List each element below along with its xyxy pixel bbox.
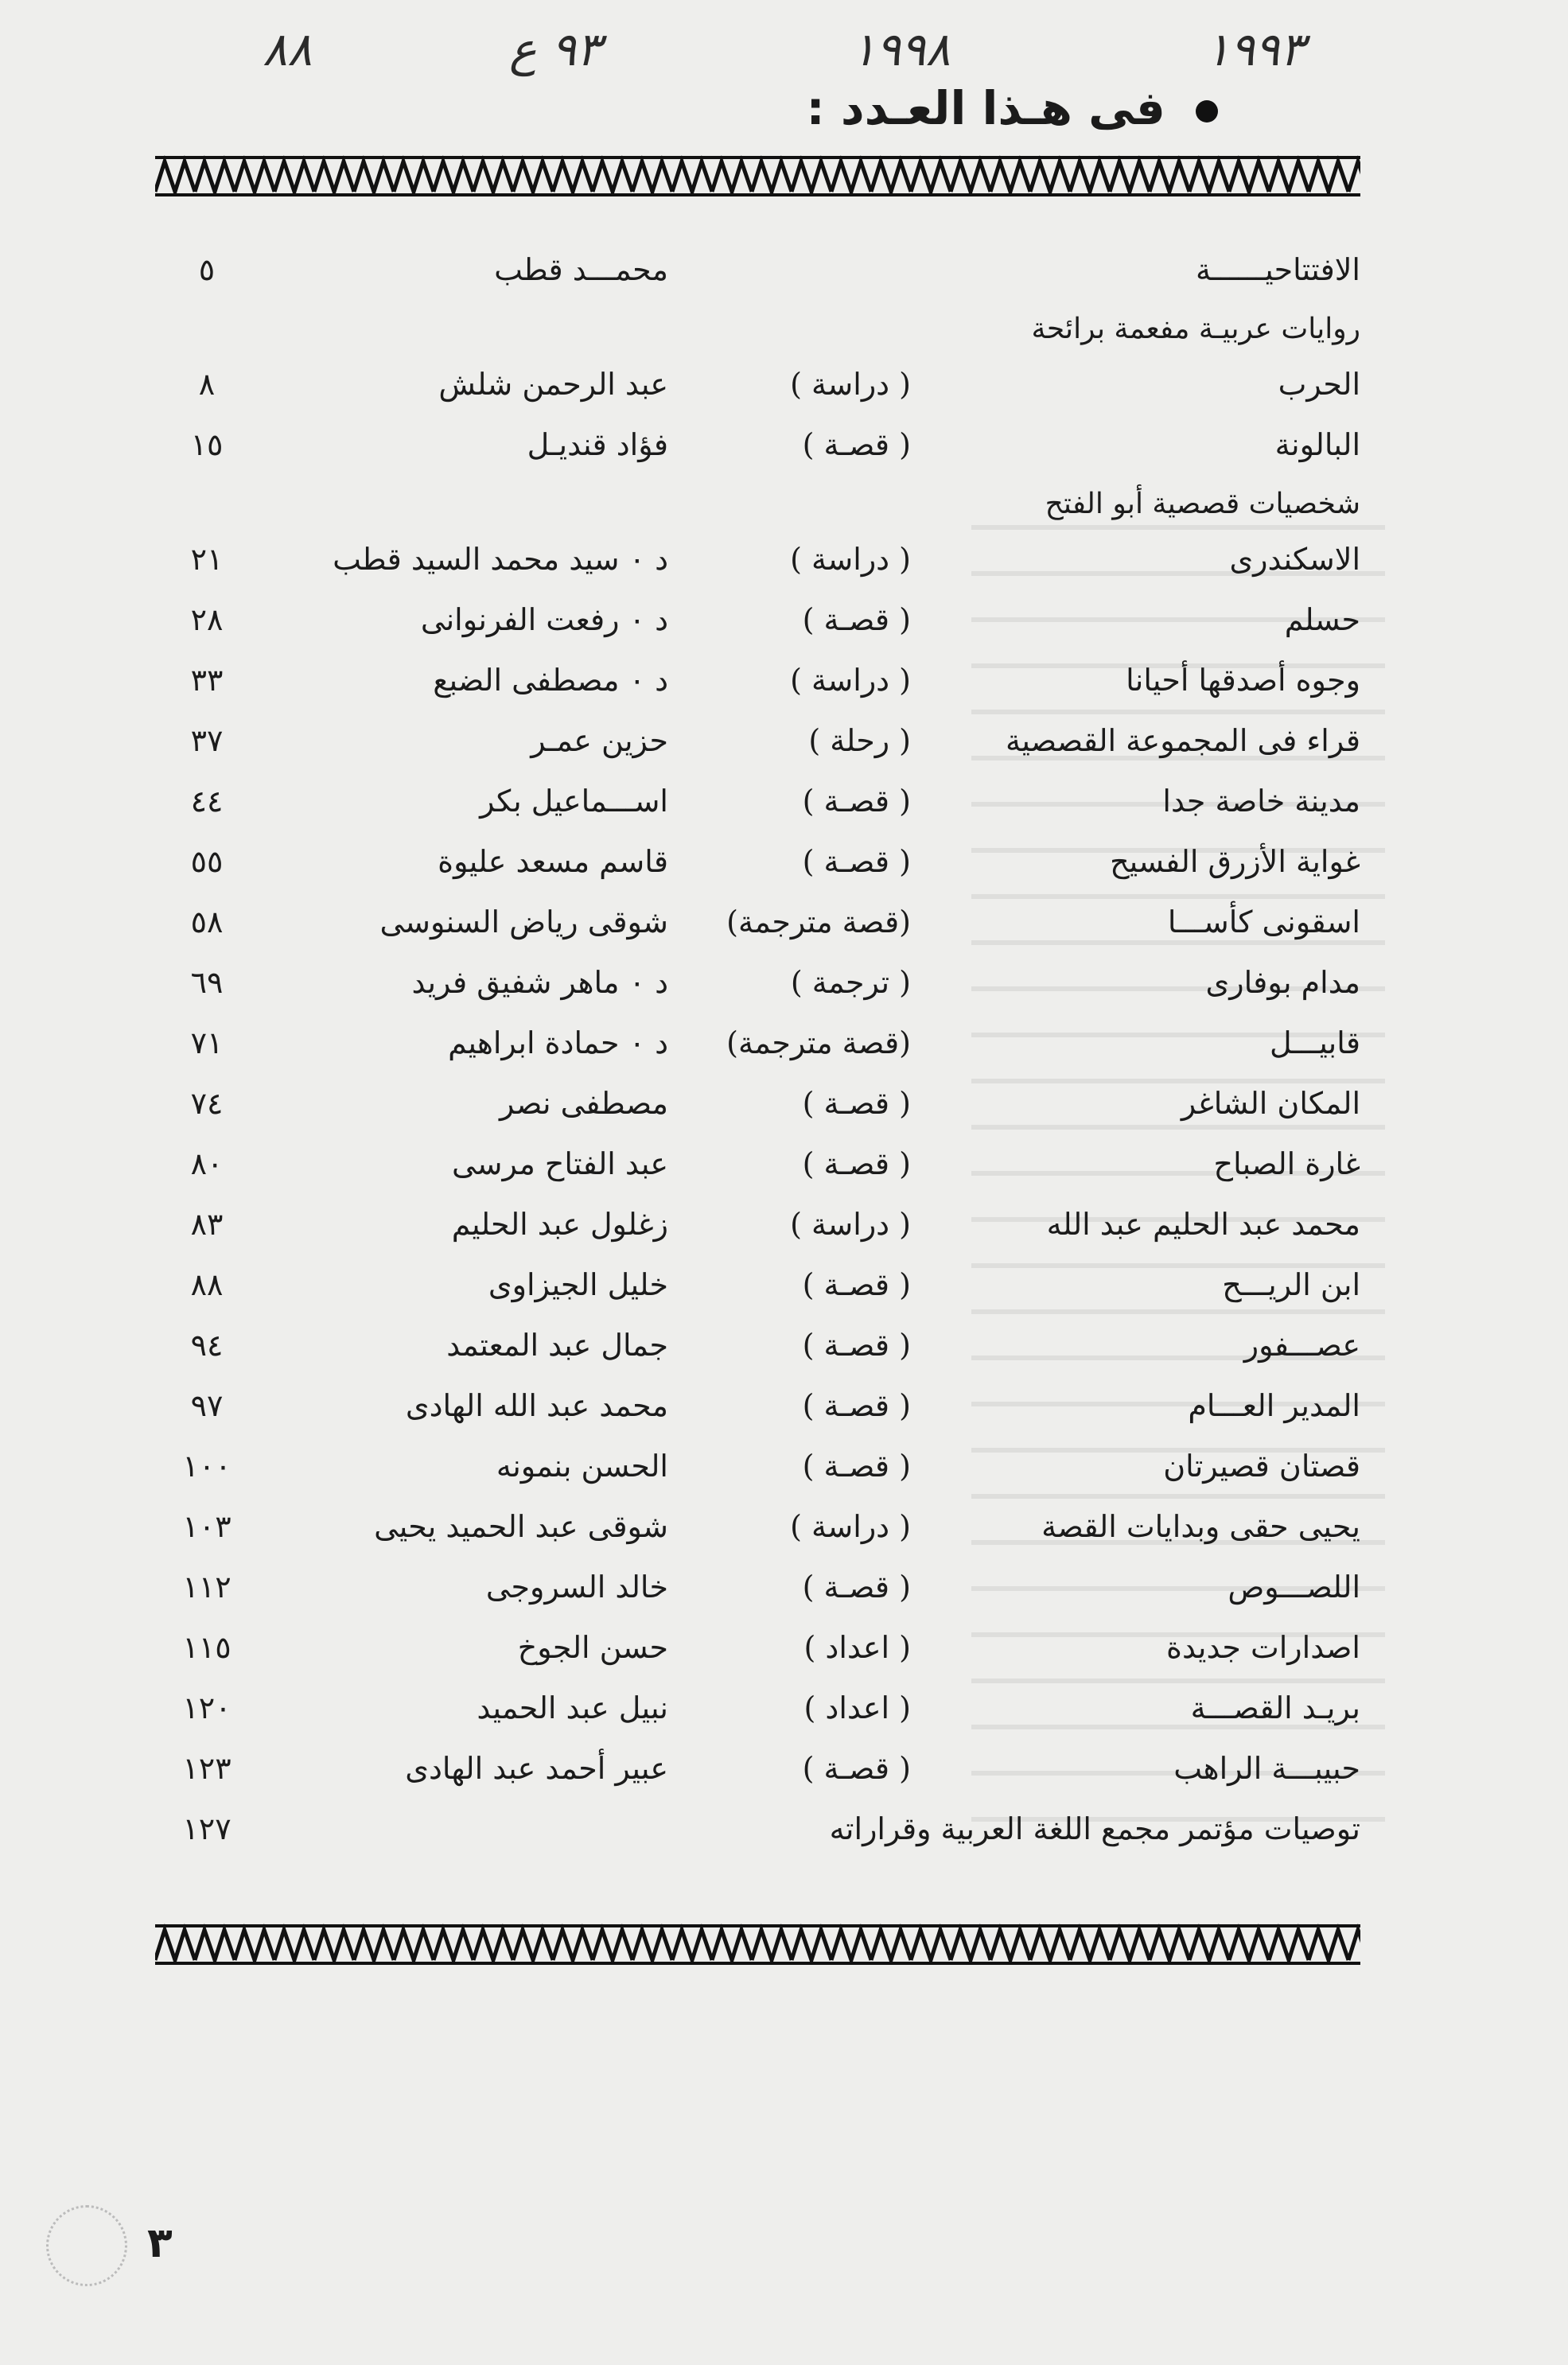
toc-entry	[155, 955, 1360, 1016]
entry-title: غارة الصباح	[1213, 1146, 1360, 1181]
entry-type: ( دراسة )	[790, 1207, 911, 1242]
entry-page-number: ٣٧	[190, 723, 224, 758]
entry-author: عبير أحمد عبد الهادى	[405, 1751, 668, 1786]
toc-entry	[155, 532, 1360, 593]
entry-page-number: ٥٨	[190, 904, 224, 939]
handwritten-note-4: ١٩٩٣	[1205, 22, 1305, 76]
entry-page-number: ٤٤	[190, 784, 224, 819]
entry-title: يحيى حقى وبدايات القصة	[1041, 1509, 1360, 1544]
toc-entry	[155, 774, 1360, 834]
entry-type: ( اعداد )	[803, 1630, 911, 1665]
entry-title: الاسكندرى	[1229, 542, 1360, 577]
toc-entry	[155, 1620, 1360, 1681]
entry-author: عبد الرحمن شلش	[438, 367, 668, 402]
toc-section-heading	[155, 478, 1360, 532]
entry-author: زغلول عبد الحليم	[451, 1207, 668, 1242]
entry-type: ( ترجمة )	[790, 965, 911, 1000]
entry-title: اصدارات جديدة	[1166, 1630, 1360, 1665]
entry-author: الحسن بنمونه	[496, 1449, 668, 1484]
entry-author: شوقى رياض السنوسى	[379, 904, 668, 939]
entry-title: حسلم	[1284, 602, 1360, 637]
entry-title: قراء فى المجموعة القصصية	[1005, 723, 1360, 758]
entry-page-number: ٨٣	[190, 1207, 224, 1242]
entry-page-number: ٥٥	[190, 844, 224, 879]
entry-title: ابن الريـــح	[1222, 1267, 1360, 1302]
entry-type: ( قصـة )	[802, 1328, 911, 1363]
entry-page-number: ١٠٠	[182, 1449, 232, 1484]
bullet-icon	[1196, 100, 1218, 123]
entry-page-number: ١٢٣	[182, 1751, 232, 1786]
entry-page-number: ٨٠	[190, 1146, 224, 1181]
entry-type: ( قصـة )	[802, 844, 911, 879]
entry-author: عبد الفتاح مرسى	[451, 1146, 668, 1181]
entry-page-number: ٦٩	[190, 965, 224, 1000]
contents-heading-text: فى هـذا العـدد :	[806, 81, 1165, 135]
entry-title: مدينة خاصة جدا	[1162, 784, 1360, 819]
entry-title: الحرب	[1278, 367, 1360, 402]
toc-entry	[155, 1500, 1360, 1560]
toc-entry	[155, 1016, 1360, 1076]
entry-page-number: ٣٣	[190, 663, 224, 698]
entry-author: حسن الجوخ	[517, 1630, 668, 1665]
entry-page-number: ٥	[198, 252, 216, 287]
toc-entry	[155, 593, 1360, 653]
entry-type: (قصة مترجمة)	[726, 1025, 911, 1060]
toc-entry	[155, 653, 1360, 714]
entry-author: خليل الجيزاوى	[488, 1267, 668, 1302]
entry-author: د ٠ ماهر شفيق فريد	[411, 965, 668, 1000]
entry-title: بريـد القصـــة	[1190, 1690, 1360, 1725]
entry-author: د ٠ رفعت الفرنوانى	[420, 602, 668, 637]
entry-title: اسقونى كأســـا	[1167, 904, 1360, 939]
toc-entry	[155, 714, 1360, 774]
entry-type: ( قصـة )	[802, 1751, 911, 1786]
entry-author: د ٠ سيد محمد السيد قطب	[333, 542, 668, 577]
toc-entry	[155, 895, 1360, 955]
entry-title: المدير العـــام	[1188, 1388, 1360, 1423]
toc-entry	[155, 1137, 1360, 1197]
entry-type: ( قصـة )	[802, 784, 911, 819]
entry-page-number: ١٠٣	[182, 1509, 232, 1544]
entry-author: د ٠ حمادة ابراهيم	[448, 1025, 668, 1060]
entry-author: نبيل عبد الحميد	[477, 1690, 668, 1725]
entry-title: وجوه أصدقها أحيانا	[1126, 663, 1360, 698]
entry-author: فؤاد قنديـل	[527, 427, 668, 462]
entry-author: اســـماعيل بكر	[480, 784, 668, 819]
entry-page-number: ٨	[198, 367, 216, 402]
entry-title: توصيات مؤتمر مجمع اللغة العربية وقراراته	[829, 1811, 1360, 1846]
handwritten-note-1: ٨٨	[263, 22, 313, 76]
decorative-border-bottom	[155, 1924, 1360, 1965]
entry-title: الافتتاحيــــــة	[1195, 252, 1360, 287]
toc-entry	[155, 1318, 1360, 1379]
entry-page-number: ١٢٠	[182, 1690, 232, 1725]
handwritten-note-2: ٩٣ ع	[509, 22, 601, 76]
entry-type: (قصة مترجمة)	[726, 904, 911, 939]
entry-title: محمد عبد الحليم عبد الله	[1046, 1207, 1360, 1242]
entry-type: ( اعداد )	[803, 1690, 911, 1725]
entry-title: مدام بوفارى	[1205, 965, 1360, 1000]
entry-page-number: ٩٤	[190, 1328, 224, 1363]
entry-type: ( قصـة )	[802, 1267, 911, 1302]
toc-entry	[155, 1439, 1360, 1500]
toc-entry	[155, 1379, 1360, 1439]
toc-entry	[155, 1197, 1360, 1258]
entry-type: ( دراسة )	[790, 542, 911, 577]
entry-page-number: ٨٨	[190, 1267, 224, 1302]
entry-author: خالد السروجى	[485, 1570, 668, 1605]
toc-entry	[155, 418, 1360, 478]
section-title: شخصيات قصصية أبو الفتح	[1045, 488, 1360, 520]
entry-type: ( دراسة )	[790, 1509, 911, 1544]
toc-entry	[155, 1258, 1360, 1318]
entry-title: عصـــفور	[1243, 1328, 1360, 1363]
toc-entry	[155, 834, 1360, 895]
toc-entry	[155, 1076, 1360, 1137]
toc-entry	[155, 1802, 1360, 1862]
entry-type: ( قصـة )	[802, 427, 911, 462]
toc-section-heading	[155, 303, 1360, 357]
entry-author: محمد عبد الله الهادى	[405, 1388, 668, 1423]
entry-title: غواية الأزرق الفسيح	[1110, 844, 1360, 879]
entry-type: ( دراسة )	[790, 663, 911, 698]
entry-author: محمـــد قطب	[494, 252, 668, 287]
library-stamp	[46, 2205, 127, 2286]
entry-author: حزين عمـر	[531, 723, 668, 758]
entry-type: ( رحلة )	[808, 723, 911, 758]
entry-page-number: ١١٢	[182, 1570, 232, 1605]
entry-title: المكان الشاغر	[1181, 1086, 1360, 1121]
entry-title: البالونة	[1274, 427, 1360, 462]
decorative-border-top	[155, 155, 1360, 196]
entry-author: شوقى عبد الحميد يحيى	[374, 1509, 668, 1544]
entry-page-number: ١٢٧	[182, 1811, 232, 1846]
toc-entry	[155, 357, 1360, 418]
entry-page-number: ٧١	[190, 1025, 224, 1060]
section-title: روايات عربيـة مفعمة برائحة	[1031, 313, 1360, 345]
entry-author: جمال عبد المعتمد	[446, 1328, 668, 1363]
table-of-contents	[155, 243, 1360, 1862]
toc-entry	[155, 1741, 1360, 1802]
entry-author: مصطفى نصر	[500, 1086, 668, 1121]
entry-page-number: ٢٨	[190, 602, 224, 637]
entry-page-number: ٢١	[190, 542, 224, 577]
entry-type: ( قصـة )	[802, 1146, 911, 1181]
toc-entry	[155, 1681, 1360, 1741]
entry-type: ( قصـة )	[802, 602, 911, 637]
entry-type: ( قصـة )	[802, 1449, 911, 1484]
contents-heading	[806, 81, 1218, 135]
entry-author: د ٠ مصطفى الضبع	[433, 663, 668, 698]
handwritten-note-3: ١٩٩٨	[851, 22, 951, 76]
page-number: ٣	[147, 2219, 173, 2267]
entry-title: اللصـــوص	[1228, 1570, 1360, 1605]
entry-page-number: ١٥	[190, 427, 224, 462]
entry-title: قابيـــل	[1270, 1025, 1360, 1060]
entry-page-number: ١١٥	[182, 1630, 232, 1665]
entry-type: ( دراسة )	[790, 367, 911, 402]
entry-author: قاسم مسعد عليوة	[438, 844, 668, 879]
entry-page-number: ٧٤	[190, 1086, 224, 1121]
toc-entry	[155, 1560, 1360, 1620]
entry-type: ( قصـة )	[802, 1388, 911, 1423]
entry-type: ( قصـة )	[802, 1570, 911, 1605]
entry-page-number: ٩٧	[190, 1388, 224, 1423]
entry-type: ( قصـة )	[802, 1086, 911, 1121]
toc-entry	[155, 243, 1360, 303]
entry-title: حبيبـــة الراهب	[1173, 1751, 1360, 1786]
entry-title: قصتان قصيرتان	[1163, 1449, 1360, 1484]
